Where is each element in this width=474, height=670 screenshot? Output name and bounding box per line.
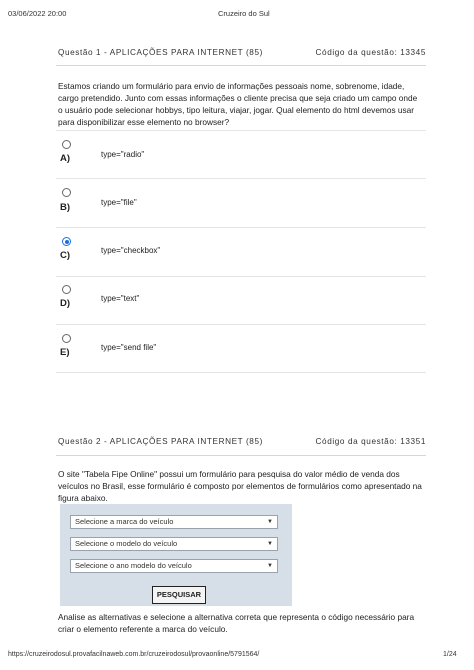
question-2-code: Código da questão: 13351 [315,437,426,446]
dropdown-arrow-icon: ▼ [267,519,273,525]
question-2-label: Questão 2 - APLICAÇÕES PARA INTERNET (85) [58,437,263,446]
search-button[interactable]: PESQUISAR [152,586,206,604]
divider [56,455,426,456]
option-d-radio[interactable] [62,285,71,294]
option-e-text[interactable]: type="send file" [101,343,157,352]
dropdown-arrow-icon: ▼ [267,541,273,547]
question-1-header [58,48,426,57]
model-select[interactable] [70,537,278,551]
brand-select-label: Selecione a marca do veículo [75,517,174,526]
option-c-radio[interactable] [62,237,71,246]
print-datetime: 03/06/2022 20:00 [8,9,67,18]
option-e-radio[interactable] [62,334,71,343]
option-b-text[interactable]: type="file" [101,198,137,207]
year-select[interactable] [70,559,278,573]
question-1-code: Código da questão: 13345 [315,48,426,57]
divider [56,130,426,131]
brand-select[interactable] [70,515,278,529]
dropdown-arrow-icon: ▼ [267,563,273,569]
print-url: https://cruzeirodosul.provafacilnaweb.com.br/cruzeirodosul/provaonline/5791564/ [8,651,260,658]
option-b-letter: B) [60,202,71,213]
divider [56,227,426,228]
option-a-letter: A) [60,153,71,164]
option-d-text[interactable]: type="text" [101,294,140,303]
option-a-radio[interactable] [62,140,71,149]
option-c-text[interactable]: type="checkbox" [101,246,161,255]
option-e-letter: E) [60,347,70,358]
divider [56,324,426,325]
divider [56,276,426,277]
print-title: Cruzeiro do Sul [218,9,270,18]
divider [56,65,426,66]
option-d-letter: D) [60,298,71,309]
question-2-text-2: Analise as alternativas e selecione a alternativa correta que representa o código necessário para criar o elemento referente a marca do veículo. [58,612,415,634]
question-1-label: Questão 1 - APLICAÇÕES PARA INTERNET (85) [58,48,263,57]
model-select-label: Selecione o modelo do veículo [75,539,178,548]
divider [56,372,426,373]
option-c-letter: C) [60,250,71,261]
year-select-label: Selecione o ano modelo do veículo [75,561,192,570]
option-a-text[interactable]: type="radio" [101,150,145,159]
question-2-header [58,437,426,446]
question-1-text: Estamos criando um formulário para envio de informações pessoais nome, sobrenome, idade, cargo pretendido. Junto com essas informações o cliente precisa que seja criado um campo onde o usuário pode selecionar hobbys, tipo leitura, viajar, jogar. Qual elemento do html devemos usar para disponibilizar esse elemento no browser? [58,81,418,127]
print-page-number: 1/24 [443,651,457,658]
fipe-form-figure [60,504,292,606]
question-2-text: O site "Tabela Fipe Online" possui um formulário para pesquisa do valor médio de venda dos veículos no Brasil, esse formulário é composto por elementos de formulários como apresentado na figura abaixo. [58,469,422,503]
option-b-radio[interactable] [62,188,71,197]
divider [56,178,426,179]
